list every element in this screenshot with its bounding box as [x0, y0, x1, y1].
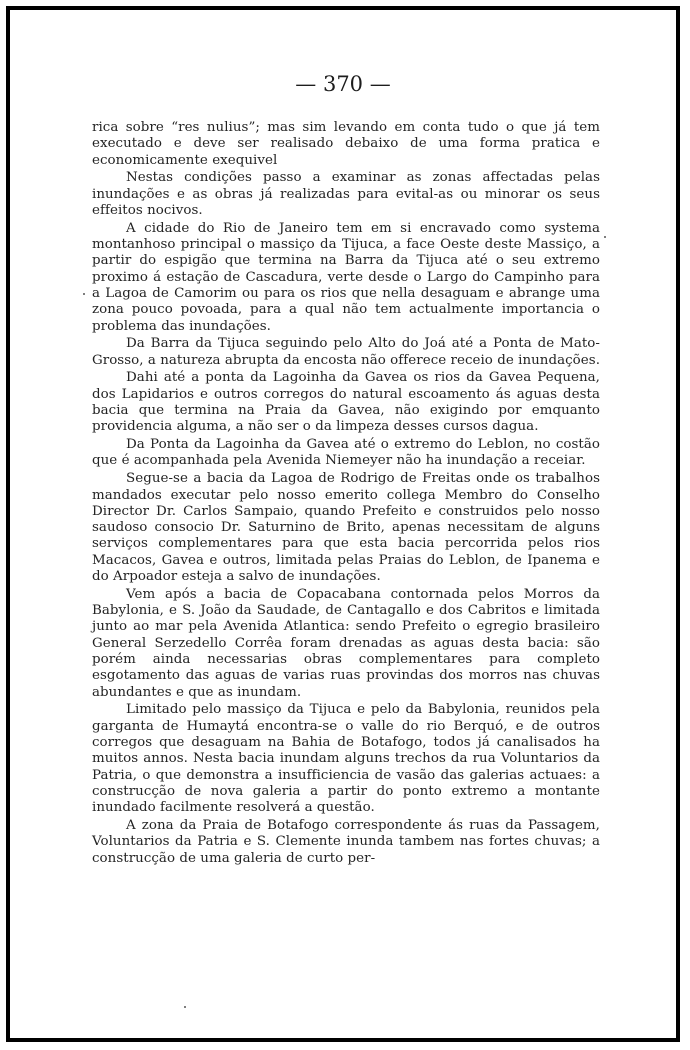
- paragraph-9: Limitado pelo massiço da Tijuca e pelo da Babylonia, reunidos pela garganta de Humaytá encontra-se o valle do rio Berquó, e de outros corregos que desaguam na Bahia de Botafogo, todos já canalisados ha muitos annos. Nesta bacia inundam alguns trechos da rua Voluntarios da Patria, o que demonstra a insufficiencia de vasão das galerias actuaes: a construcção de nova galeria a partir do ponto extremo a montante inundado facilmente resolverá a questão.: [92, 702, 600, 816]
- print-speck: [184, 1006, 186, 1008]
- paragraph-6: Da Ponta da Lagoinha da Gavea até o extremo do Leblon, no costão que é acompanhada pela Avenida Niemeyer não ha inundação a receiar.: [92, 437, 600, 469]
- page-number: — 370 —: [295, 72, 391, 96]
- paragraph-2: Nestas condições passo a examinar as zonas affectadas pelas inundações e as obras já realizadas para evital-as ou minorar os seus effeitos nocivos.: [92, 170, 600, 218]
- paragraph-3: A cidade do Rio de Janeiro tem em si encravado como systema montanhoso principal o massiço da Tijuca, a face Oeste deste Massiço, a partir do espigão que termina na Barra da Tijuca até o seu extremo proximo á estação de Cascadura, verte desde o Largo do Campinho para a Lagoa de Camorim ou para os rios que nella desaguam e abrange uma zona pouco povoada, para a qual não tem actualmente importancia o problema das inundações.: [92, 220, 600, 334]
- paragraph-10: A zona da Praia de Botafogo correspondente ás ruas da Passagem, Voluntarios da Patria e S. Clemente inunda tambem nas fortes chuvas; a construcção de uma galeria de curto per-: [92, 817, 600, 866]
- body-text: [92, 120, 600, 868]
- paragraph-5: Dahi até a ponta da Lagoinha da Gavea os rios da Gavea Pequena, dos Lapidarios e outros corregos do natural escoamento ás aguas desta bacia que termina na Praia da Gavea, não exigindo por emquanto providencia alguma, a não ser o da limpeza desses cursos dagua.: [92, 370, 600, 435]
- document-page: [10, 10, 676, 1038]
- print-speck: [604, 236, 606, 238]
- paragraph-4: Da Barra da Tijuca seguindo pelo Alto do Joá até a Ponta de Mato-Grosso, a natureza abrupta da encosta não offerece receio de inundações.: [92, 336, 600, 368]
- paragraph-8: Vem após a bacia de Copacabana contornada pelos Morros da Babylonia, e S. João da Saudade, de Cantagallo e dos Cabritos e limitada junto ao mar pela Avenida Atlantica: sendo Prefeito o egregio brasileiro General Serzedello Corrêa foram drenadas as aguas desta bacia: são porém ainda necessarias obras complementares para completo esgotamento das aguas de varias ruas provindas dos morros nas chuvas abundantes e que as inundam.: [92, 586, 600, 700]
- paragraph-1: rica sobre “res nulius”; mas sim levando em conta tudo o que já tem executado e deve ser realisado debaixo de uma forma pratica e economicamente exequivel: [92, 120, 600, 168]
- paragraph-7: Segue-se a bacia da Lagoa de Rodrigo de Freitas onde os trabalhos mandados executar pelo nosso emerito collega Membro do Conselho Director Dr. Carlos Sampaio, quando Prefeito e construidos pelo nosso saudoso consocio Dr. Saturnino de Brito, apenas necessitam de alguns serviços complementares para que esta bacia percorrida pelos rios Macacos, Gavea e outros, limitada pelas Praias do Leblon, de Ipanema e do Arpoador esteja a salvo de inundações.: [92, 471, 600, 585]
- print-speck: [83, 293, 85, 295]
